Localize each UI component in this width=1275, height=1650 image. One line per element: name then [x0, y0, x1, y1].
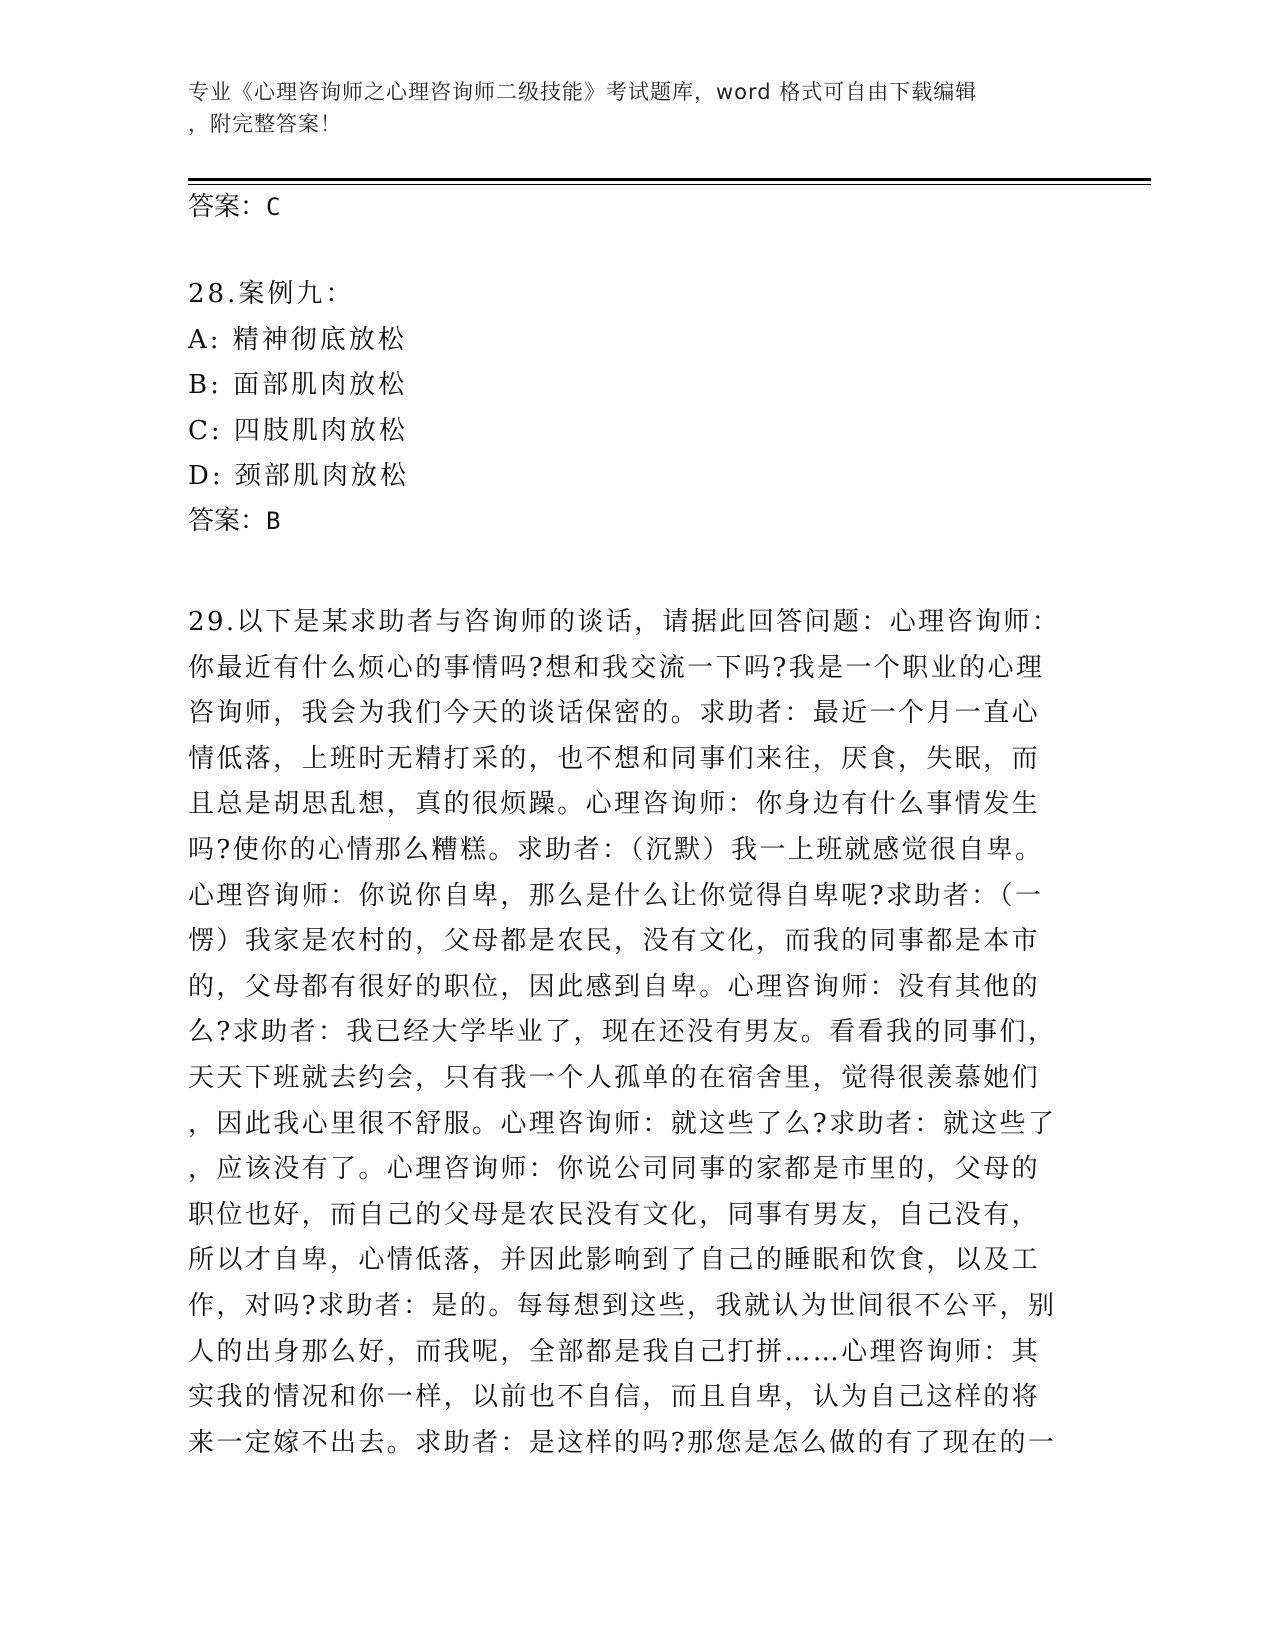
- answer-label: 答案：: [188, 192, 267, 222]
- question-28-answer: [188, 504, 280, 538]
- paragraph-line: ，因此我心里很不舒服。心理咨询师：就这些了么?求助者：就这些了: [188, 1108, 1057, 1139]
- paragraph-line: 且总是胡思乱想，真的很烦躁。心理咨询师：你身边有什么事情发生: [188, 789, 1041, 820]
- paragraph-line: 心理咨询师：你说你自卑，那么是什么让你觉得自卑呢?求助者：（一: [188, 880, 1044, 911]
- paragraph-line: 天天下班就去约会，只有我一个人孤单的在宿舍里，觉得很羡慕她们: [188, 1062, 1041, 1093]
- header-line-1: 专业《心理咨询师之心理咨询师二级技能》考试题库，word 格式可自由下载编辑: [188, 80, 978, 104]
- paragraph-line: 咨询师，我会为我们今天的谈话保密的。求助者：最近一个月一直心: [188, 698, 1041, 729]
- question-stem: 28.案例九：: [188, 279, 355, 309]
- header-divider-thin: [188, 184, 1151, 185]
- paragraph-line: 愣）我家是农村的，父母都是农民，没有文化，而我的同事都是本市: [188, 926, 1041, 957]
- header-line-2: ，附完整答案！: [188, 112, 342, 136]
- option-c: C: 四肢肌肉放松: [188, 415, 408, 446]
- paragraph-line: 人的出身那么好，而我呢，全部都是我自己打拼……心理咨询师：其: [188, 1336, 1041, 1367]
- paragraph-line: 29.以下是某求助者与咨询师的谈话，请据此回答问题：心理咨询师：: [188, 607, 1061, 637]
- paragraph-line: 所以才自卑，心情低落，并因此影响到了自己的睡眠和饮食，以及工: [188, 1245, 1041, 1276]
- option-d: D: 颈部肌肉放松: [188, 461, 409, 491]
- paragraph-line: 作，对吗?求助者：是的。每每想到这些，我就认为世间很不公平，别: [188, 1290, 1057, 1321]
- document-header: [188, 76, 1078, 140]
- paragraph-line: 吗?使你的心情那么糟糕。求助者：（沉默）我一上班就感觉很自卑。: [188, 834, 1044, 865]
- paragraph-line: ，应该没有了。心理咨询师：你说公司同事的家都是市里的，父母的: [188, 1154, 1041, 1185]
- option-b: B: 面部肌肉放松: [188, 370, 408, 400]
- paragraph-line: 实我的情况和你一样，以前也不自信，而且自卑，认为自己这样的将: [188, 1382, 1041, 1413]
- paragraph-line: 你最近有什么烦心的事情吗?想和我交流一下吗?我是一个职业的心理: [188, 652, 1045, 683]
- question-29: [188, 600, 1068, 1466]
- header-divider-thick: [188, 178, 1151, 181]
- answer-label: 答案：: [188, 506, 267, 536]
- answer-letter: B: [266, 507, 281, 535]
- answer-letter: C: [266, 193, 281, 221]
- paragraph-line: 来一定嫁不出去。求助者：是这样的吗?那您是怎么做的有了现在的一: [188, 1427, 1057, 1458]
- paragraph-line: 情低落，上班时无精打采的，也不想和同事们来往，厌食，失眠，而: [188, 743, 1041, 774]
- previous-answer: [188, 190, 280, 224]
- question-28: [188, 272, 409, 500]
- paragraph-line: 么?求助者：我已经大学毕业了，现在还没有男友。看看我的同事们，: [188, 1017, 1057, 1048]
- option-a: A: 精神彻底放松: [188, 324, 407, 355]
- paragraph-line: 职位也好，而自己的父母是农民没有文化，同事有男友，自己没有，: [188, 1199, 1041, 1230]
- paragraph-line: 的，父母都有很好的职位，因此感到自卑。心理咨询师：没有其他的: [188, 971, 1041, 1002]
